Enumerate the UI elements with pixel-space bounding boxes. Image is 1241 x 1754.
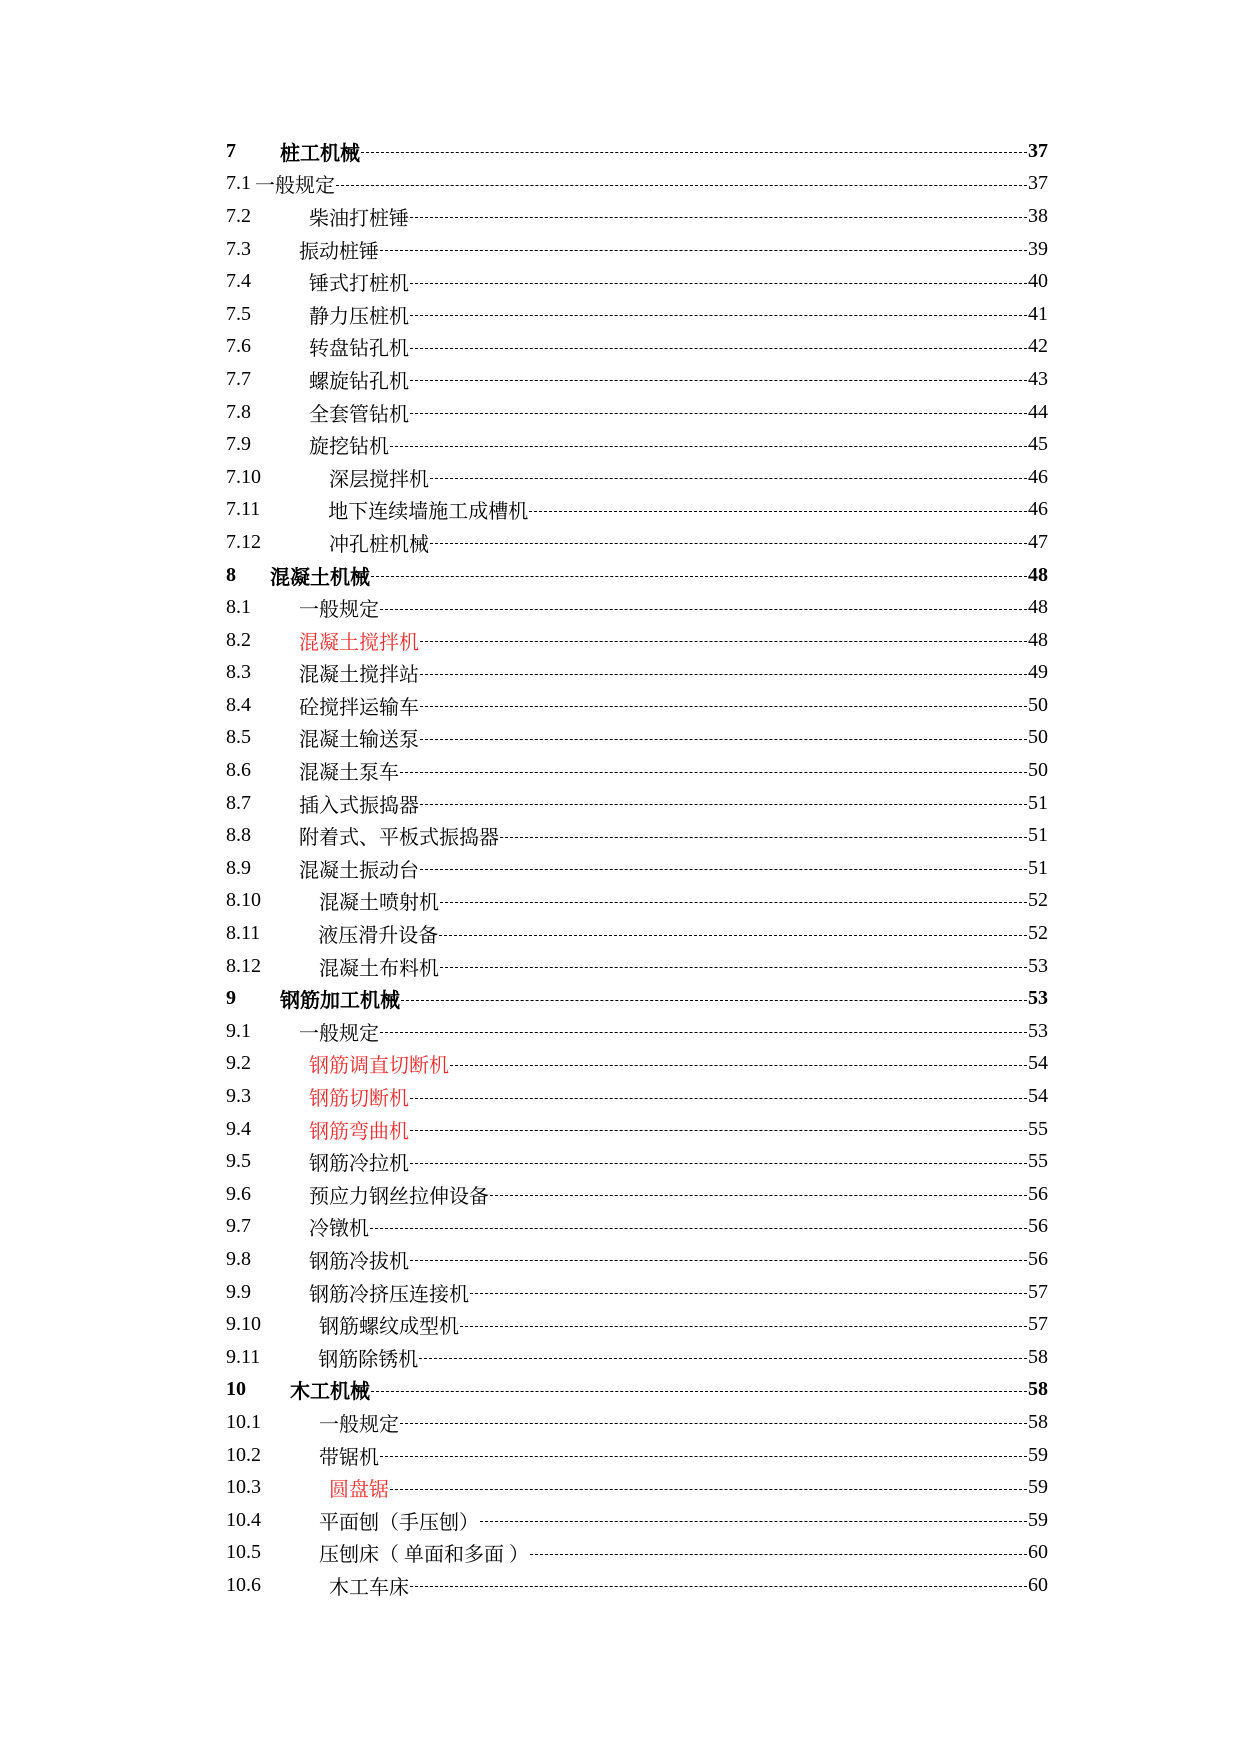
- toc-entry-page-number: 56: [1028, 1215, 1048, 1238]
- toc-entry-page-number: 40: [1028, 270, 1048, 293]
- toc-entry-number: 7.3: [226, 237, 251, 260]
- toc-entry-title: 全套管钻机: [309, 403, 409, 426]
- toc-entry-title: 混凝土布料机: [319, 957, 439, 980]
- toc-entry-page-number: 46: [1028, 498, 1048, 521]
- toc-entry-number: 7.7: [226, 367, 251, 390]
- toc-dot-leader: [371, 576, 1027, 577]
- toc-dot-leader: [460, 1326, 1027, 1327]
- toc-entry-title: 一般规定: [255, 175, 335, 198]
- toc-entry-page-number: 41: [1028, 302, 1048, 325]
- toc-entry-title: 混凝土搅拌机: [299, 631, 419, 654]
- toc-entry[interactable]: [226, 885, 1048, 918]
- toc-dot-leader: [410, 315, 1027, 316]
- toc-entry-page-number: 59: [1028, 1443, 1048, 1466]
- toc-entry-page-number: 39: [1028, 237, 1048, 260]
- toc-entry[interactable]: [226, 787, 1048, 820]
- toc-entry-page-number: 51: [1028, 856, 1048, 879]
- toc-entry-page-number: 58: [1028, 1378, 1048, 1401]
- toc-entry-number: 7: [226, 139, 236, 162]
- toc-entry-title: 桩工机械: [280, 142, 360, 165]
- toc-dot-leader: [410, 1163, 1027, 1164]
- toc-entry-page-number: 55: [1028, 1150, 1048, 1173]
- toc-entry-page-number: 45: [1028, 433, 1048, 456]
- toc-dot-leader: [430, 543, 1027, 544]
- toc-entry-page-number: 60: [1028, 1541, 1048, 1564]
- toc-entry-title: 混凝土搅拌站: [299, 664, 419, 687]
- toc-entry-number: 8.1: [226, 596, 251, 619]
- toc-entry-number: 7.8: [226, 400, 251, 423]
- toc-entry[interactable]: [226, 657, 1048, 690]
- toc-dot-leader: [410, 217, 1027, 218]
- toc-dot-leader: [380, 1032, 1027, 1033]
- toc-entry-title: 静力压桩机: [309, 305, 409, 328]
- toc-dot-leader: [439, 935, 1027, 936]
- toc-entry[interactable]: [226, 428, 1048, 461]
- toc-dot-leader: [380, 609, 1027, 610]
- toc-entry-title: 钢筋切断机: [309, 1088, 409, 1111]
- toc-dot-leader: [480, 1521, 1027, 1522]
- toc-entry-number: 9: [226, 987, 236, 1010]
- toc-dot-leader: [450, 1065, 1027, 1066]
- toc-entry-title: 一般规定: [299, 1022, 379, 1045]
- toc-entry-number: 9.7: [226, 1215, 251, 1238]
- toc-dot-leader: [529, 511, 1027, 512]
- toc-entry[interactable]: [226, 559, 1048, 592]
- toc-dot-leader: [490, 1195, 1027, 1196]
- toc-entry[interactable]: [226, 1569, 1048, 1602]
- toc-entry-title: 混凝土输送泵: [299, 729, 419, 752]
- toc-entry[interactable]: [226, 1276, 1048, 1309]
- toc-entry-page-number: 47: [1028, 530, 1048, 553]
- toc-entry[interactable]: [226, 591, 1048, 624]
- toc-entry-number: 8.4: [226, 693, 251, 716]
- toc-entry-page-number: 53: [1028, 987, 1048, 1010]
- toc-entry-number: 7.10: [226, 465, 261, 488]
- toc-entry-title: 预应力钢丝拉伸设备: [309, 1185, 489, 1208]
- toc-entry-number: 7.12: [226, 530, 261, 553]
- toc-entry-title: 冷镦机: [309, 1218, 369, 1241]
- toc-entry-page-number: 43: [1028, 367, 1048, 390]
- toc-dot-leader: [410, 380, 1027, 381]
- toc-dot-leader: [371, 1391, 1027, 1392]
- toc-entry-page-number: 49: [1028, 661, 1048, 684]
- toc-entry-page-number: 50: [1028, 693, 1048, 716]
- toc-entry-title: 钢筋调直切断机: [309, 1055, 449, 1078]
- toc-entry-number: 8.2: [226, 628, 251, 651]
- toc-dot-leader: [390, 446, 1027, 447]
- toc-entry-number: 10.6: [226, 1573, 261, 1596]
- toc-dot-leader: [370, 1228, 1027, 1229]
- toc-dot-leader: [410, 283, 1027, 284]
- toc-entry-number: 9.1: [226, 1019, 251, 1042]
- toc-entry-title: 螺旋钻孔机: [309, 370, 409, 393]
- toc-entry-page-number: 58: [1028, 1345, 1048, 1368]
- toc-entry[interactable]: [226, 363, 1048, 396]
- toc-entry-title: 圆盘锯: [329, 1479, 389, 1502]
- toc-dot-leader: [410, 1130, 1027, 1131]
- toc-entry-number: 7.4: [226, 270, 251, 293]
- toc-entry[interactable]: [226, 331, 1048, 364]
- toc-entry-title: 砼搅拌运输车: [299, 696, 419, 719]
- toc-entry-number: 7.5: [226, 302, 251, 325]
- toc-entry-page-number: 56: [1028, 1182, 1048, 1205]
- toc-entry-title: 木工车床: [329, 1576, 409, 1599]
- toc-dot-leader: [380, 250, 1027, 251]
- toc-entry-title: 平面刨（手压刨）: [319, 1511, 479, 1534]
- toc-entry-title: 地下连续墙施工成槽机: [328, 501, 529, 524]
- toc-entry[interactable]: [226, 1211, 1048, 1244]
- toc-dot-leader: [530, 1554, 1027, 1555]
- toc-entry-title: 钢筋冷拔机: [309, 1250, 409, 1273]
- toc-entry-page-number: 53: [1028, 954, 1048, 977]
- toc-entry[interactable]: [226, 1243, 1048, 1276]
- toc-entry-number: 9.8: [226, 1247, 251, 1270]
- toc-entry-number: 9.9: [226, 1280, 251, 1303]
- toc-dot-leader: [400, 772, 1027, 773]
- toc-entry[interactable]: [226, 1341, 1048, 1374]
- toc-dot-leader: [400, 1423, 1027, 1424]
- toc-entry-number: 7.11: [226, 498, 261, 521]
- toc-entry[interactable]: [226, 1145, 1048, 1178]
- toc-entry-title: 插入式振捣器: [299, 794, 419, 817]
- toc-entry-number: 9.5: [226, 1150, 251, 1173]
- toc-entry-page-number: 50: [1028, 726, 1048, 749]
- toc-entry-number: 7.9: [226, 433, 251, 456]
- toc-entry-number: 9.6: [226, 1182, 251, 1205]
- toc-entry[interactable]: [226, 1178, 1048, 1211]
- toc-entry-page-number: 42: [1028, 335, 1048, 358]
- toc-entry-page-number: 48: [1028, 628, 1048, 651]
- toc-entry[interactable]: [226, 265, 1048, 298]
- toc-entry-page-number: 46: [1028, 465, 1048, 488]
- toc-entry-title: 混凝土泵车: [299, 762, 399, 785]
- toc-dot-leader: [419, 1358, 1027, 1359]
- toc-dot-leader: [410, 1098, 1027, 1099]
- toc-dot-leader: [430, 478, 1027, 479]
- toc-entry[interactable]: [226, 135, 1048, 168]
- toc-entry[interactable]: [226, 624, 1048, 657]
- toc-dot-leader: [420, 641, 1027, 642]
- toc-entry-number: 8.3: [226, 661, 251, 684]
- toc-entry[interactable]: [226, 819, 1048, 852]
- toc-entry-page-number: 57: [1028, 1313, 1048, 1336]
- toc-entry-title: 混凝土振动台: [299, 859, 419, 882]
- toc-entry-title: 压刨床（ 单面和多面 ）: [319, 1544, 529, 1567]
- toc-entry-page-number: 48: [1028, 596, 1048, 619]
- toc-entry-page-number: 59: [1028, 1476, 1048, 1499]
- toc-entry-number: 8: [226, 563, 236, 586]
- toc-entry-number: 10.3: [226, 1476, 261, 1499]
- toc-entry-number: 8.11: [226, 922, 261, 945]
- toc-entry-page-number: 55: [1028, 1117, 1048, 1140]
- toc-entry-title: 转盘钻孔机: [309, 338, 409, 361]
- toc-entry-title: 钢筋冷挤压连接机: [309, 1283, 469, 1306]
- toc-entry[interactable]: [226, 950, 1048, 983]
- toc-entry-number: 10.4: [226, 1508, 261, 1531]
- toc-entry-title: 钢筋弯曲机: [309, 1120, 409, 1143]
- toc-entry[interactable]: [226, 396, 1048, 429]
- toc-dot-leader: [420, 804, 1027, 805]
- toc-entry[interactable]: [226, 754, 1048, 787]
- toc-entry-title: 一般规定: [299, 599, 379, 622]
- toc-entry-page-number: 37: [1028, 172, 1048, 195]
- toc-entry-title: 钢筋螺纹成型机: [319, 1316, 459, 1339]
- toc-dot-leader: [500, 837, 1027, 838]
- toc-dot-leader: [470, 1293, 1027, 1294]
- toc-entry[interactable]: [226, 1504, 1048, 1537]
- toc-entry-title: 带锯机: [319, 1446, 379, 1469]
- toc-entry-number: 10: [226, 1378, 246, 1401]
- toc-entry-number: 8.5: [226, 726, 251, 749]
- toc-entry-number: 9.10: [226, 1313, 261, 1336]
- toc-entry-number: 7.1: [226, 172, 251, 195]
- toc-entry-number: 10.5: [226, 1541, 261, 1564]
- toc-entry-number: 9.2: [226, 1052, 251, 1075]
- toc-entry-title: 钢筋除锈机: [318, 1348, 419, 1371]
- toc-entry-title: 钢筋冷拉机: [309, 1153, 409, 1176]
- toc-dot-leader: [440, 967, 1027, 968]
- toc-entry-number: 8.7: [226, 791, 251, 814]
- toc-entry-page-number: 51: [1028, 791, 1048, 814]
- toc-entry[interactable]: [226, 1374, 1048, 1407]
- toc-entry-page-number: 53: [1028, 1019, 1048, 1042]
- toc-entry-page-number: 56: [1028, 1247, 1048, 1270]
- toc-entry[interactable]: [226, 494, 1048, 527]
- toc-entry-page-number: 52: [1028, 922, 1048, 945]
- toc-entry-page-number: 50: [1028, 759, 1048, 782]
- toc-entry-number: 8.6: [226, 759, 251, 782]
- toc-entry[interactable]: [226, 1308, 1048, 1341]
- toc-entry-title: 混凝土机械: [270, 566, 370, 589]
- toc-entry[interactable]: [226, 917, 1048, 950]
- toc-dot-leader: [420, 869, 1027, 870]
- toc-entry-title: 混凝土喷射机: [319, 892, 439, 915]
- toc-entry[interactable]: [226, 298, 1048, 331]
- toc-entry-number: 9.11: [226, 1345, 261, 1368]
- toc-entry-page-number: 54: [1028, 1052, 1048, 1075]
- toc-entry[interactable]: [226, 1113, 1048, 1146]
- toc-entry[interactable]: [226, 1080, 1048, 1113]
- toc-entry-page-number: 57: [1028, 1280, 1048, 1303]
- toc-entry[interactable]: [226, 1439, 1048, 1472]
- toc-dot-leader: [410, 1586, 1027, 1587]
- toc-dot-leader: [410, 1260, 1027, 1261]
- toc-entry-number: 9.4: [226, 1117, 251, 1140]
- toc-entry[interactable]: [226, 1015, 1048, 1048]
- toc-entry[interactable]: [226, 233, 1048, 266]
- toc-entry-number: 7.6: [226, 335, 251, 358]
- toc-dot-leader: [410, 348, 1027, 349]
- toc-entry[interactable]: [226, 982, 1048, 1015]
- toc-dot-leader: [420, 674, 1027, 675]
- toc-dot-leader: [336, 185, 1027, 186]
- toc-entry-page-number: 52: [1028, 889, 1048, 912]
- toc-entry[interactable]: [226, 852, 1048, 885]
- toc-entry-page-number: 60: [1028, 1573, 1048, 1596]
- toc-dot-leader: [380, 1456, 1027, 1457]
- toc-entry[interactable]: [226, 1406, 1048, 1439]
- toc-dot-leader: [390, 1489, 1027, 1490]
- toc-dot-leader: [361, 152, 1027, 153]
- toc-dot-leader: [440, 902, 1027, 903]
- toc-entry-page-number: 38: [1028, 204, 1048, 227]
- toc-entry-title: 振动桩锤: [299, 240, 379, 263]
- toc-entry[interactable]: [226, 1471, 1048, 1504]
- toc-entry-page-number: 37: [1028, 139, 1048, 162]
- toc-entry-title: 冲孔桩机械: [329, 533, 429, 556]
- toc-entry-page-number: 59: [1028, 1508, 1048, 1531]
- toc-entry-title: 锤式打桩机: [309, 273, 409, 296]
- toc-entry-title: 液压滑升设备: [318, 925, 439, 948]
- toc-entry-page-number: 54: [1028, 1085, 1048, 1108]
- toc-entry-page-number: 44: [1028, 400, 1048, 423]
- toc-entry-title: 钢筋加工机械: [280, 990, 400, 1013]
- toc-entry[interactable]: [226, 689, 1048, 722]
- toc-dot-leader: [420, 739, 1027, 740]
- toc-entry-number: 8.12: [226, 954, 261, 977]
- toc-entry[interactable]: [226, 1048, 1048, 1081]
- toc-entry-number: 8.9: [226, 856, 251, 879]
- toc-entry-title: 旋挖钻机: [309, 436, 389, 459]
- toc-dot-leader: [401, 1000, 1027, 1001]
- toc-entry-page-number: 51: [1028, 824, 1048, 847]
- toc-entry-title: 附着式、平板式振捣器: [299, 827, 499, 850]
- toc-entry[interactable]: [226, 200, 1048, 233]
- toc-entry[interactable]: [226, 1537, 1048, 1570]
- toc-entry[interactable]: [226, 461, 1048, 494]
- toc-entry[interactable]: [226, 168, 1048, 201]
- toc-entry-number: 10.2: [226, 1443, 261, 1466]
- toc-entry-number: 8.10: [226, 889, 261, 912]
- toc-entry-page-number: 48: [1028, 563, 1048, 586]
- toc-entry-number: 7.2: [226, 204, 251, 227]
- table-of-contents: [226, 135, 1048, 1602]
- toc-entry-number: 10.1: [226, 1410, 261, 1433]
- toc-dot-leader: [410, 413, 1027, 414]
- toc-entry-title: 木工机械: [290, 1381, 370, 1404]
- toc-entry[interactable]: [226, 722, 1048, 755]
- toc-entry-number: 8.8: [226, 824, 251, 847]
- toc-entry-title: 深层搅拌机: [329, 468, 429, 491]
- toc-entry-title: 柴油打桩锤: [309, 207, 409, 230]
- toc-dot-leader: [420, 706, 1027, 707]
- toc-entry[interactable]: [226, 526, 1048, 559]
- toc-entry-title: 一般规定: [319, 1413, 399, 1436]
- toc-entry-page-number: 58: [1028, 1410, 1048, 1433]
- toc-entry-number: 9.3: [226, 1085, 251, 1108]
